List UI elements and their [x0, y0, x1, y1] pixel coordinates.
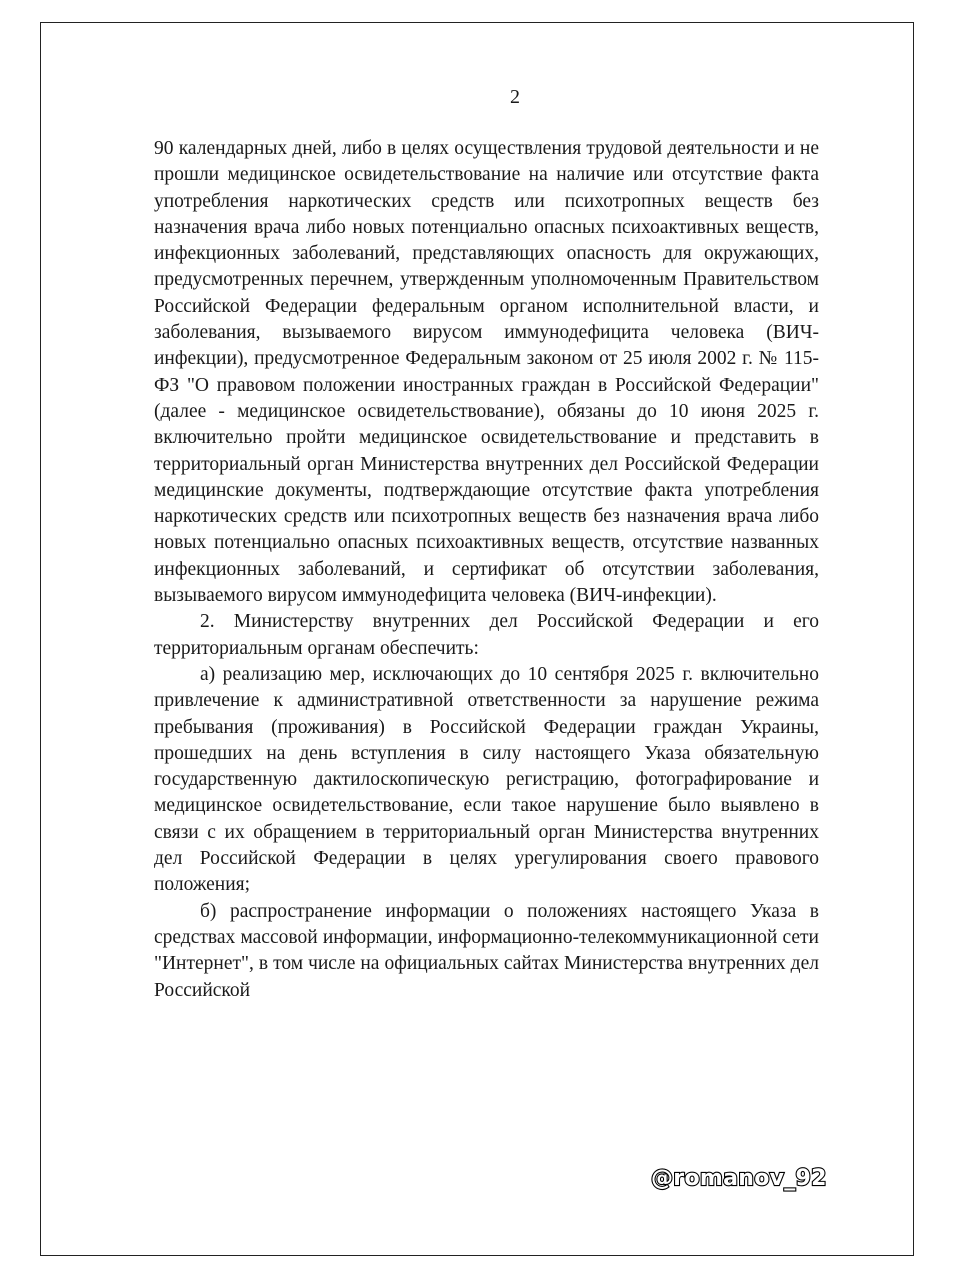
- paragraph-item-2: 2. Министерству внутренних дел Российской Федерации и его территориальным органам обеспечить:: [154, 611, 819, 659]
- paragraph-item-2a: а) реализацию мер, исключающих до 10 сентября 2025 г. включительно привлечение к административной ответственности за нарушение режима пребывания (проживания) в Российской Федерации граждан Украины, прошедших на день вступления в силу настоящего Указа обязательную государственную дактилоскопическую регистрацию, фотографирование и медицинское освидетельствование, если такое нарушение было выявлено в связи с их обращением в территориальный орган Министерства внутренних дел Российской Федерации в целях урегулирования своего правового положения;: [154, 663, 819, 896]
- watermark-handle: @romanov_92: [651, 1166, 827, 1191]
- page-number: 2: [510, 86, 520, 108]
- paragraph-item-2b: б) распространение информации о положениях настоящего Указа в средствах массовой информации, информационно-телекоммуникационной сети "Интернет", в том числе на официальных сайтах Министерства внутренних дел Российской: [154, 900, 819, 1001]
- document-body: [154, 136, 819, 1004]
- paragraph-continuation: 90 календарных дней, либо в целях осуществления трудовой деятельности и не прошли медицинское освидетельствование на наличие или отсутствие факта употребления наркотических средств или психотропных веществ без назначения врача либо новых потенциально опасных психоактивных веществ, инфекционных заболеваний, представляющих опасность для окружающих, предусмотренных перечнем, утвержденным уполномоченным Правительством Российской Федерации федеральным органом исполнительной власти, и заболевания, вызываемого вирусом иммунодефицита человека (ВИЧ-инфекции), предусмотренное Федеральным законом от 25 июля 2002 г. № 115-ФЗ "О правовом положении иностранных граждан в Российской Федерации" (далее - медицинское освидетельствование), обязаны до 10 июня 2025 г. включительно пройти медицинское освидетельствование и представить в территориальный орган Министерства внутренних дел Российской Федерации медицинские документы, подтверждающие отсутствие факта употребления наркотических средств или психотропных веществ без назначения врача либо новых потенциально опасных психоактивных веществ, отсутствие названных инфекционных заболеваний, и сертификат об отсутствии заболевания, вызываемого вирусом иммунодефицита человека (ВИЧ-инфекции).: [154, 138, 819, 607]
